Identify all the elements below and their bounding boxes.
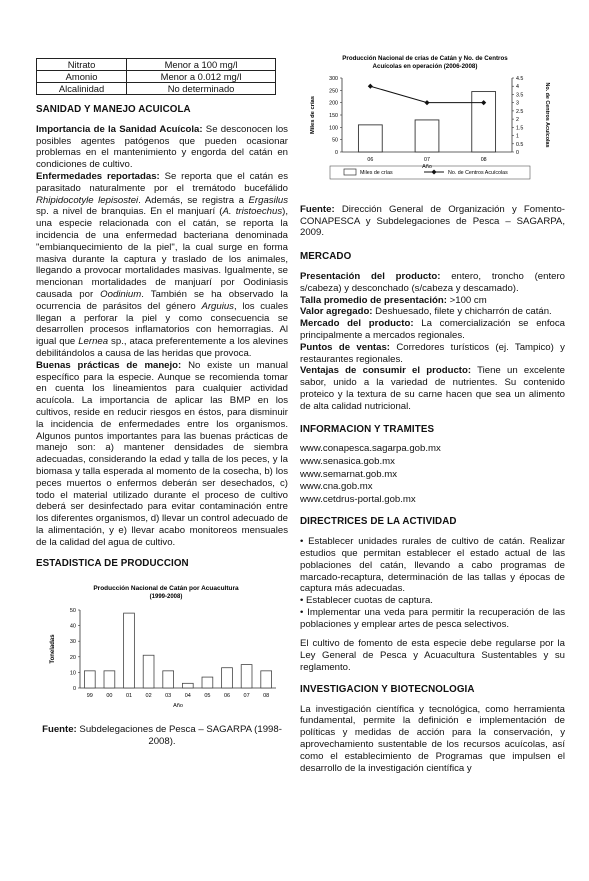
chart1-x-tick-label: 00 <box>106 693 113 700</box>
caption-chart2-label: Fuente: <box>300 203 335 215</box>
chart2-legend-bar-swatch <box>344 169 356 175</box>
label-buenas-practicas: Buenas prácticas de manejo: <box>36 359 182 371</box>
info-link[interactable]: www.semarnat.gob.mx <box>300 468 398 480</box>
right-column <box>300 0 565 774</box>
chart2-y-tick-label: 50 <box>332 137 338 144</box>
species-rhipidocotyle: Rhipidocotyle lepisostei <box>36 194 139 206</box>
chart1-bar <box>222 668 233 688</box>
chart1-y-tick-label: 10 <box>69 670 76 677</box>
chart1-x-label: Año <box>173 703 183 710</box>
chart1-bar <box>202 677 213 688</box>
directriz-item: • Establecer cuotas de captura. <box>300 595 433 607</box>
chart2-legend-bars: Miles de crías <box>360 170 393 176</box>
species-oodinium: Oodinium <box>100 288 142 300</box>
water-table-row <box>37 71 276 83</box>
text-enf-3: sp. a nivel de branquias. En el manjuarí ( <box>36 206 223 218</box>
section-title-investigacion: INVESTIGACION Y BIOTECNOLOGIA <box>300 683 475 695</box>
chart2-y-tick-label: 200 <box>329 100 338 107</box>
section-title-informacion: INFORMACION Y TRAMITES <box>300 423 435 435</box>
chart2-bar <box>358 125 382 152</box>
info-link[interactable]: www.conapesca.sagarpa.gob.mx <box>300 443 441 455</box>
chart1-title: Producción Nacional de Catán por Acuacultura <box>93 585 239 593</box>
chart1-x-tick-label: 07 <box>243 693 250 700</box>
chart1-y-tick-label: 0 <box>72 686 76 693</box>
directriz-item: • Implementar una veda para permitir la recuperación de las poblaciones y emplear artes de pesca selectivos. <box>300 606 565 630</box>
water-table-param: Alcalinidad <box>37 83 127 95</box>
chart2-subtitle: Acuícolas en operación (2006-2008) <box>372 63 478 70</box>
info-links-list <box>300 443 565 506</box>
chart1-bar <box>104 671 115 688</box>
water-table-param: Amonio <box>37 71 127 83</box>
chart1-bar <box>84 671 95 688</box>
caption-chart2-text: Dirección General de Organización y Fomento-CONAPESCA y Subdelegaciones de Pesca – SAGARPA, 2009. <box>300 203 565 239</box>
mercado-item <box>300 271 565 295</box>
chart2-y2-tick-label: 3 <box>516 100 519 107</box>
chart2-y2-tick-label: 4 <box>516 84 519 91</box>
chart2-x-tick-label: 07 <box>424 157 430 163</box>
water-table-param: Nitrato <box>37 59 127 71</box>
mercado-item-text: La comercialización se enfoca principalmente a mercados regionales. <box>300 318 566 341</box>
mercado-item <box>300 365 565 412</box>
section-title-mercado: MERCADO <box>300 251 352 263</box>
chart2-legend-marker <box>431 169 436 174</box>
chart2-y-tick-label: 250 <box>329 88 338 95</box>
info-link[interactable]: www.cna.gob.mx <box>300 481 373 493</box>
mercado-item <box>300 342 565 366</box>
chart1-y-tick-label: 20 <box>69 655 76 662</box>
chart2-y2-tick-label: 1.5 <box>516 125 524 132</box>
mercado-list <box>300 271 565 413</box>
chart2-y-tick-label: 300 <box>329 76 338 82</box>
text-enf-4: ), una especie relacionada con el catán, se reporta la incidencia de una enfermedad bacteriana denominada "embianquecimiento de la piel", la cual surge en forma masiva durante la captura y traslado de los animales, llegando a provocar mortalidades masivas. Igualmente, se mencionan mortalidades de manjuarí por Oodiniasis causada por <box>36 206 288 300</box>
paragraph-buenas-practicas <box>36 360 288 549</box>
info-link[interactable]: www.cetdrus-portal.gob.mx <box>300 493 416 505</box>
chart1-bar <box>182 684 193 689</box>
chart1-bar <box>261 671 272 688</box>
chart1-x-tick-label: 08 <box>263 693 270 700</box>
chart1-bar <box>143 656 154 689</box>
text-enf-6: , los cuales llegan a perforar la piel y como consecuencia se desarrollen procesos inflamatorios con hemorragias. Al igual que <box>36 300 288 348</box>
section-title-directrices: DIRECTRICES DE LA ACTIVIDAD <box>300 516 457 528</box>
mercado-item-label: Mercado del producto: <box>300 318 414 330</box>
left-column <box>36 0 288 748</box>
chart2-y2-label: No. de Centros Acuícolas <box>544 82 550 148</box>
chart1-y-tick-label: 30 <box>69 639 76 646</box>
chart2-y2-tick-label: 4.5 <box>516 76 524 82</box>
water-table-value: Menor a 100 mg/l <box>127 59 276 71</box>
chart1-y-tick-label: 40 <box>69 623 76 630</box>
caption-chart1-text: Subdelegaciones de Pesca – SAGARPA (1998-2008). <box>76 724 282 747</box>
chart1-subtitle: (1999-2008) <box>149 594 183 601</box>
species-ergasilus: Ergasilus <box>248 194 288 206</box>
text-enf-7: sp., ataca preferentemente a los alevines debilitándolos a causa de las heridas que provoca. <box>36 336 289 359</box>
paragraph-directrices-closing: El cultivo de fomento de esta especie debe regularse por la Ley General de Pesca y Acuacultura Sustentables y su reglamento. <box>300 638 565 674</box>
chart2-y2-tick-label: 2 <box>516 117 519 124</box>
chart2-svg <box>300 52 565 184</box>
directriz-item: • Establecer unidades rurales de cultivo de catán. Realizar estudios que permitan establecer el estado actual de las poblaciones del catán, llevando a cabo programas de marcado-recaptura, determinación de las tallas y épocas de captura más adecuadas. <box>300 536 565 595</box>
mercado-item-label: Presentación del producto: <box>300 270 441 282</box>
chart2-y2-tick-label: 3.5 <box>516 92 524 99</box>
chart2-x-tick-label: 06 <box>367 157 374 163</box>
info-link[interactable]: www.senasica.gob.mx <box>300 455 395 467</box>
chart1-x-tick-label: 01 <box>125 693 133 700</box>
chart2-title: Producción Nacional de crías de Catán y No. de Centros <box>342 55 508 62</box>
species-lernea: Lernea <box>78 336 109 348</box>
chart2-y-tick-label: 0 <box>335 150 338 156</box>
paragraph-investigacion: La investigación científica y tecnológica, como herramienta fundamental, permite la definición e implementación de políticas y medidas de acción para la conservación, y aprovechamiento sustentable de los recursos acuícolas, así como el establecimiento de Programas que impulsen el desarrollo de la investigación científica y <box>300 703 565 774</box>
chart2-x-tick-label: 08 <box>480 157 487 163</box>
text-importancia: Se desconocen los posibles agentes patógenos que pueden ocasionar problemas en el mantenimiento y engorda del catán en condiciones de cultivo. <box>36 123 288 171</box>
chart1-x-tick-label: 02 <box>145 693 152 700</box>
chart1-bar <box>241 665 252 688</box>
chart1-x-tick-label: 99 <box>86 693 93 700</box>
water-table-value: No determinado <box>127 83 276 95</box>
mercado-item-label: Ventajas de consumir el producto: <box>300 365 472 377</box>
text-buenas-practicas: No existe un manual específico para la especie. Aunque se recomienda tomar en cuenta los lineamientos para cualquier actividad acuícola. La importancia de aplicar las BMP en los cultivos, reside en reducir riesgos en éstos, para disminuir la incidencia de enfermedades entre los organismos. Algunos puntos importantes para las buenas prácticas de manejo son: a) mantener densidades de siembra adecuadas, considerando la edad y talla de los peces, y la biomasa y talla esperada al momento de la cosecha, b) los peces muertos o enfermos deberán ser desechados, c) todo el material utilizado durante el proceso de cultivo deberá ser desinfectado para evitar contaminación entre los diferentes organismos, d) llevar un control adecuado de la alimentación, y e) llevar acabo monitoreos mensuales de la calidad del agua de cultivo. <box>36 359 289 548</box>
chart1-x-tick-label: 06 <box>223 693 231 700</box>
chart2-y2-tick-label: 0.5 <box>516 141 524 148</box>
water-quality-table <box>36 58 276 95</box>
chart2-y-tick-label: 100 <box>329 125 338 132</box>
chart1-svg <box>36 578 288 716</box>
chart2-bar <box>415 120 439 152</box>
water-table-value: Menor a 0.012 mg/l <box>127 71 276 83</box>
caption-chart1-label: Fuente: <box>42 724 77 736</box>
water-table-row <box>37 83 276 95</box>
mercado-item-label: Puntos de ventas: <box>300 341 390 353</box>
chart1-y-tick-label: 50 <box>69 608 76 615</box>
text-enf-2: . Además, se registra a <box>138 194 249 206</box>
mercado-item-text: >100 cm <box>446 294 487 306</box>
chart1-x-tick-label: 03 <box>165 693 172 700</box>
mercado-item <box>300 306 565 318</box>
chart1-bar <box>124 613 135 688</box>
mercado-item-label: Talla promedio de presentación: <box>300 294 447 306</box>
paragraph-enfermedades <box>36 171 288 360</box>
chart1-x-tick-label: 05 <box>204 693 211 700</box>
water-table-row <box>37 59 276 71</box>
chart1-x-tick-label: 04 <box>184 693 191 700</box>
mercado-item-text: Tiene un excelente sabor, unido a la variedad de nutrientes. Su contenido proteico y la textura de su carne hacen que sea un alimento de alta calidad nutricional. <box>300 365 565 412</box>
paragraph-importancia <box>36 124 288 171</box>
species-tristoechus: A. tristoechus <box>222 206 283 218</box>
mercado-item-text: Corredores turísticos (ej. Tampico) y restaurantes regionales. <box>300 341 565 365</box>
chart2-legend-line: No. de Centros Acuícolas <box>448 170 508 176</box>
chart2-y-label: Miles de crías <box>310 95 316 135</box>
text-enf-5: . También se ha observado la ocurrencia de parásitos del género <box>36 288 289 312</box>
directrices-list <box>300 536 565 630</box>
mercado-item-text: entero, troncho (entero s/cabeza) y desconchado (s/cabeza y descamado). <box>300 270 565 294</box>
section-title-estadistica: ESTADISTICA DE PRODUCCION <box>36 558 189 570</box>
chart2-y2-tick-label: 2.5 <box>516 108 524 115</box>
label-enfermedades: Enfermedades reportadas: <box>36 170 160 182</box>
label-importancia: Importancia de la Sanidad Acuícola: <box>36 123 203 135</box>
chart-production-catan <box>36 578 288 720</box>
mercado-item-label: Valor agregado: <box>300 306 373 318</box>
chart1-y-label: Toneladas <box>50 634 56 664</box>
text-enf-1: Se reporta que el catán es parasitado naturalmente por el tremátodo bucefálido <box>36 170 289 194</box>
section-title-sanidad: SANIDAD Y MANEJO ACUICOLA <box>36 104 191 115</box>
chart2-line-point <box>368 84 373 89</box>
chart2-x-label: Año <box>422 164 432 170</box>
chart2-y2-tick-label: 0 <box>516 150 519 156</box>
chart-crias-centros <box>300 52 565 188</box>
species-arguius: Arguius <box>201 300 234 312</box>
chart2-y2-tick-label: 1 <box>516 133 519 140</box>
mercado-item <box>300 295 565 307</box>
mercado-item <box>300 318 565 342</box>
chart2-line-point <box>424 100 429 105</box>
caption-chart2 <box>300 204 565 239</box>
caption-chart1 <box>36 724 288 748</box>
mercado-item-text: Deshuesado, filete y chicharrón de catán. <box>372 306 552 318</box>
chart2-y-tick-label: 150 <box>329 113 338 119</box>
chart1-bar <box>163 671 174 688</box>
